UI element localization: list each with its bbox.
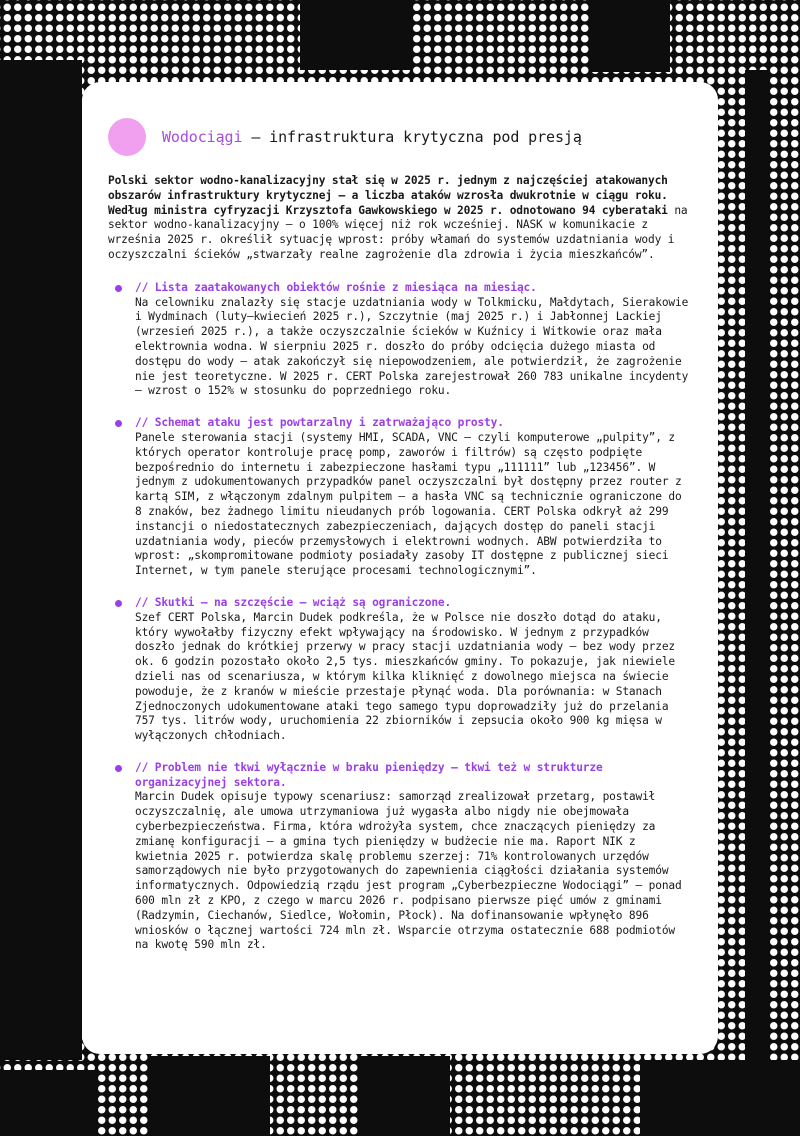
bullet-icon (115, 600, 122, 607)
title-row (108, 118, 692, 156)
background-mask (150, 1056, 270, 1136)
section (108, 596, 692, 744)
section-heading: // Skutki — na szczęście — wciąż są ograniczone. (135, 595, 452, 609)
background-mask (0, 60, 82, 1060)
section-text: Na celowniku znalazły się stacje uzdatniania wody w Tolkmicku, Małdytach, Sierakowie i Wydminach (luty–kwiecień 2025 r.), Szczytnie (maj 2025 r.) i Jabłonnej Lackiej (wrzesień 2025 r.), a także oczyszczalnie ścieków w Kuźnicy i Witkowie oraz mała elektrownia wodna. W sierpniu 2025 r. doszło do próby odcięcia dużego miasta od dostępu do wody — atak zakończył się niepowodzeniem, ale potwierdził, że zagrożenie nie jest teoretyczne. W 2025 r. CERT Polska zarejestrował 260 783 unikalne incydenty — wzrost o 152% w stosunku do poprzedniego roku. (135, 295, 689, 398)
intro-rest: na sektor wodno-kanalizacyjny — o 100% więcej niż rok wcześniej. NASK w komunikacie z września 2025 r. określił sytuację wprost: próby włamań do systemów uzdatniania wody i oczyszczalni ścieków „stwarzały realne zagrożenie dla zdrowia i życia mieszkańców”. (108, 203, 688, 261)
section-text: Panele sterowania stacji (systemy HMI, SCADA, VNC — czyli komputerowe „pulpity”, z których operator kontroluje pracę pomp, zaworów i filtrów) są często podpięte bezpośrednio do internetu i zabezpieczone hasłami typu „111111” lub „123456”. W jednym z udokumentowanych przypadków panel oczyszczalni był dostępny przez router z kartą SIM, z włączonym zdalnym pulpitem — a hasła VNC są technicznie ograniczone do 8 znaków, bez żadnego limitu nieudanych prób logowania. CERT Polska odkrył aż 299 instancji o niedostatecznych zabezpieczeniach, dających dostęp do paneli stacji uzdatniania wody, pieców przemysłowych i elektrowni wodnych. ABW potwierdziła to wprost: „skompromitowane podmioty posiadały zasoby IT dostępne z publicznej sieci Internet, w tym panele sterujące procesami technologicznymi”. (135, 430, 682, 578)
section-heading: // Schemat ataku jest powtarzalny i zatrważająco prosty. (135, 416, 504, 430)
section-heading: // Lista zaatakowanych obiektów rośnie z miesiąca na miesiąc. (135, 280, 537, 294)
background-mask (640, 1060, 800, 1136)
page-title (162, 128, 582, 146)
bullet-icon (115, 285, 122, 292)
section-text: Szef CERT Polska, Marcin Dudek podkreśla, że w Polsce nie doszło dotąd do ataku, który wywołałby fizyczny efekt wpływający na środowisko. W jednym z przypadków doszło jednak do krótkiej przerwy w pracy stacji uzdatniania wody — bez wody przez ok. 6 godzin pozostało około 2,5 tys. mieszkańców gminy. To pokazuje, jak niewiele dzieli nas od scenariusza, w którym kilka kliknięć z dowolnego miejsca na świecie powoduje, że z kranów w mieście przestaje płynąć woda. Dla porównania: w Stanach Zjednoczonych udokumentowane ataki tego samego typu doprowadziły już do przelania 757 tys. litrów wody, uruchomienia 22 zbiorników i zepsucia około 900 kg mięsa w wyłączonych chłodniach. (135, 610, 676, 743)
intro-paragraph (108, 174, 692, 263)
section (108, 761, 692, 953)
background-mask (590, 0, 670, 72)
bullet-icon (115, 420, 122, 427)
section-heading: // Problem nie tkwi wyłącznie w braku pieniędzy — tkwi też w strukturze organizacyjnej sektora. (135, 760, 603, 789)
article-card (82, 82, 718, 1054)
intro-bold: Polski sektor wodno-kanalizacyjny stał się w 2025 r. jednym z najczęściej atakowanych obszarów infrastruktury krytycznej — a liczba ataków wzrosła dwukrotnie w ciągu roku. Według ministra cyfryzacji Krzysztofa Gawkowskiego w 2025 r. odnotowano 94 cyberataki (108, 174, 668, 217)
title-dot-icon (108, 118, 146, 156)
section-text: Marcin Dudek opisuje typowy scenariusz: samorząd zrealizował przetarg, postawił oczyszczalnię, ale umowa utrzymaniowa już wygasła albo nigdy nie obejmowała cyberbezpieczeństwa. Firma, która wdrożyła system, chce znaczących pieniędzy za zmianę konfiguracji — a gmina tych pieniędzy w budżecie nie ma. Raport NIK z kwietnia 2025 r. potwierdza skalę problemu szerzej: 71% kontrolowanych urzędów samorządowych nie było przygotowanych do zapewnienia ciągłości działania systemów informatycznych. Odpowiedzią rządu jest program „Cyberbezpieczne Wodociągi” — ponad 600 mln zł z KPO, z czego w marcu 2026 r. podpisano pierwsze pięć umów z gminami (Radzymin, Ciechanów, Siedlce, Wołomin, Płock). Na dofinansowanie wpłynęło 896 wniosków o łącznej wartości 724 mln zł. Wsparcie otrzyma ostatecznie 688 podmiotów na kwotę 590 mln zł. (135, 790, 682, 952)
bullet-icon (115, 765, 122, 772)
background-mask (745, 70, 769, 1070)
title-accent: Wodociągi (162, 128, 243, 146)
title-rest: — infrastruktura krytyczna pod presją (242, 128, 582, 146)
background-mask (300, 0, 410, 70)
background-mask (360, 1056, 450, 1136)
section (108, 416, 692, 579)
section (108, 281, 692, 399)
background-mask (0, 1070, 95, 1136)
